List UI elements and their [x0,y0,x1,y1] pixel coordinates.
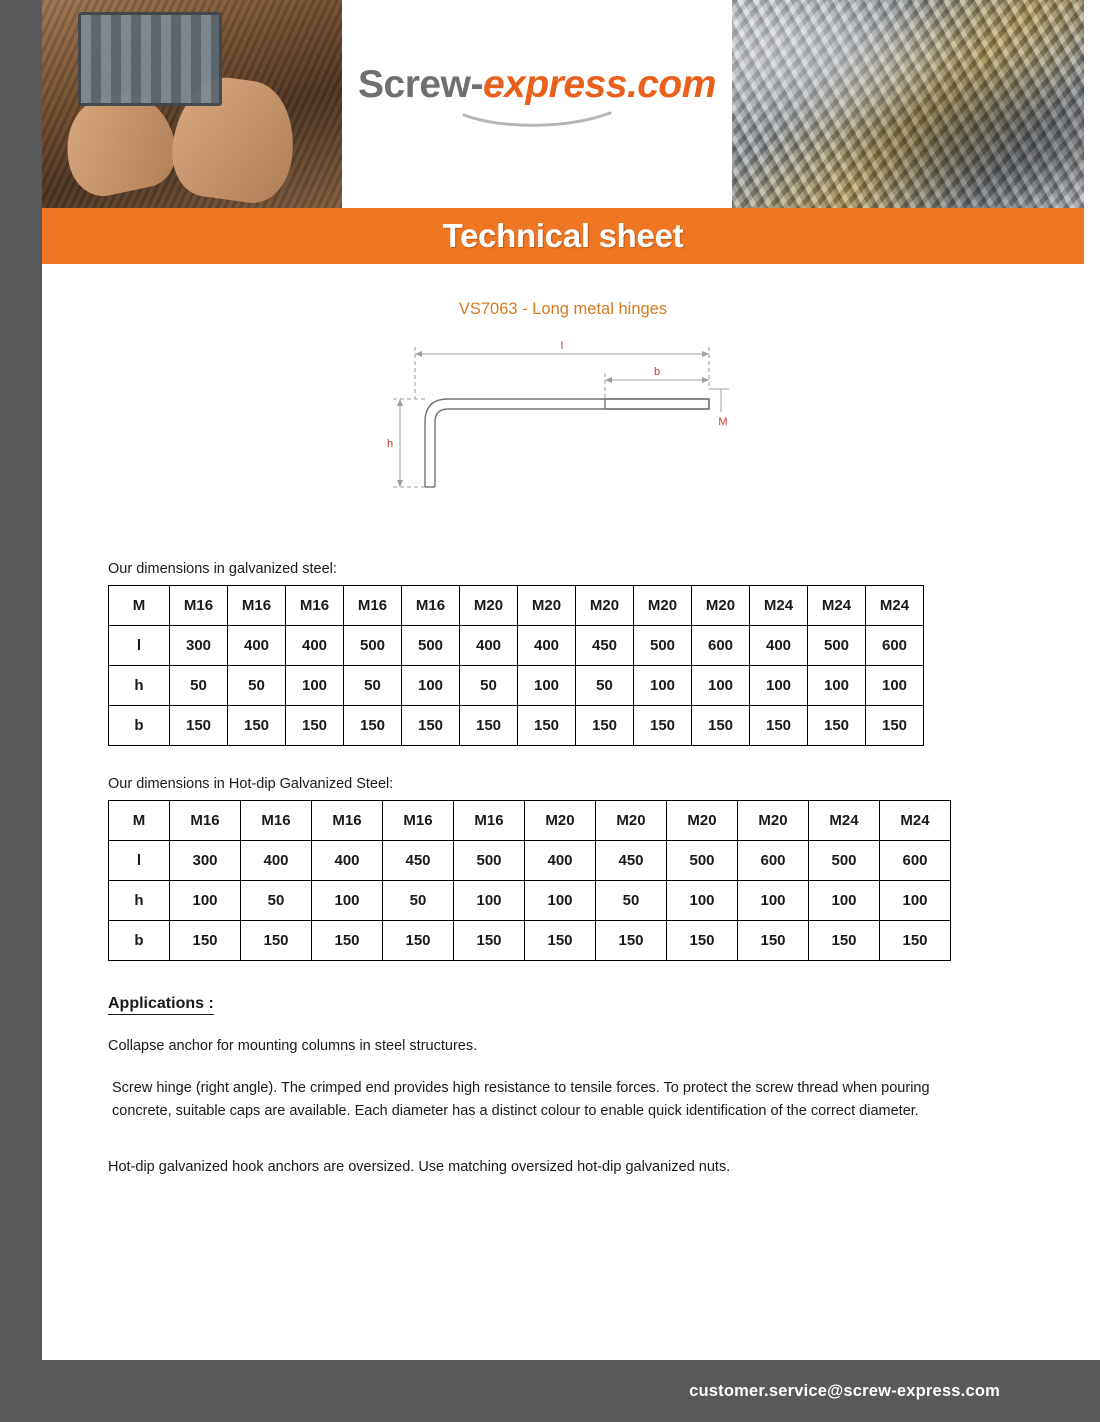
cell: 150 [454,921,525,961]
cell: 600 [866,626,924,666]
cell: 100 [170,881,241,921]
cell: 150 [383,921,454,961]
table-row [109,586,924,626]
brand-logo [358,63,716,134]
cell: 100 [402,666,460,706]
cell: 600 [738,841,809,881]
table-row [109,841,951,881]
cell: 100 [866,666,924,706]
cell: 600 [880,841,951,881]
cell: 100 [286,666,344,706]
cell: 150 [402,706,460,746]
dimensions-table-galvanized [108,585,924,746]
cell: 50 [170,666,228,706]
cell: M24 [808,586,866,626]
cell: M16 [170,586,228,626]
cell: M16 [286,586,344,626]
cell: 150 [596,921,667,961]
cell: M20 [518,586,576,626]
row-head: l [109,626,170,666]
cell: 100 [454,881,525,921]
cell: 300 [170,626,228,666]
brand-logo-part2: express.com [482,62,716,106]
dim-label-h: h [386,438,394,450]
row-head: h [109,881,170,921]
dimensions-table-hot-dip [108,800,951,961]
workbench-photo [42,0,342,208]
cell: 400 [460,626,518,666]
cell: 150 [880,921,951,961]
cell: 150 [750,706,808,746]
cell: 50 [576,666,634,706]
cell: 100 [692,666,750,706]
cell: 150 [809,921,880,961]
table-row [109,801,951,841]
banner-title: Technical sheet [442,217,684,254]
cell: 400 [312,841,383,881]
page-header [42,0,1084,208]
cell: 450 [383,841,454,881]
cell: 400 [518,626,576,666]
row-head: l [109,841,170,881]
cell: 500 [667,841,738,881]
cell: 150 [738,921,809,961]
cell: 450 [596,841,667,881]
cell: M20 [525,801,596,841]
cell: 500 [634,626,692,666]
cell: M16 [383,801,454,841]
cell: M24 [866,586,924,626]
cell: 100 [667,881,738,921]
cell: M20 [460,586,518,626]
cell: 400 [241,841,312,881]
row-head: b [109,921,170,961]
technical-drawing [42,327,1084,527]
cell: 100 [808,666,866,706]
cell: 150 [866,706,924,746]
applications-heading: Applications : [108,995,214,1015]
cell: 500 [344,626,402,666]
cell: 400 [286,626,344,666]
cell: M20 [634,586,692,626]
workbench-photo-texture [42,0,342,208]
page-content [42,264,1084,1179]
cell: 150 [228,706,286,746]
cell: M16 [241,801,312,841]
row-head: b [109,706,170,746]
cell: M20 [596,801,667,841]
cell: 500 [808,626,866,666]
cell: M16 [344,586,402,626]
cell: 150 [667,921,738,961]
table-1-caption: Our dimensions in galvanized steel: [108,561,337,577]
cell: M20 [692,586,750,626]
row-head: h [109,666,170,706]
cell: M20 [738,801,809,841]
swoosh-icon [462,111,612,129]
cell: 400 [228,626,286,666]
cell: 150 [170,706,228,746]
cell: 150 [576,706,634,746]
cell: 150 [518,706,576,746]
cell: M20 [576,586,634,626]
technical-sheet-banner [42,208,1084,264]
cell: 600 [692,626,750,666]
dim-label-l: l [560,340,564,352]
hand-left-decoration [57,85,183,201]
hinge-drawing-svg [373,327,753,527]
cell: 500 [454,841,525,881]
cell: 150 [344,706,402,746]
cell: 100 [880,881,951,921]
cell: 100 [525,881,596,921]
cell: M16 [402,586,460,626]
cell: M24 [750,586,808,626]
cell: 400 [750,626,808,666]
cell: 50 [344,666,402,706]
cell: 400 [525,841,596,881]
cell: 300 [170,841,241,881]
screws-photo [732,0,1084,208]
screws-photo-texture [732,0,1084,208]
cell: 100 [518,666,576,706]
cell: 150 [286,706,344,746]
table-row [109,706,924,746]
cell: M24 [809,801,880,841]
dim-label-b: b [653,366,661,378]
footer-email[interactable]: customer.service@screw-express.com [689,1381,1000,1400]
brand-logo-part1: Screw- [358,62,483,106]
applications-paragraph-2: Screw hinge (right angle). The crimped end provides high resistance to tensile forces. To protect the screw thread when pouring concrete, suitable caps are available. Each diameter has a distinct colour to enable quick identification of the correct diameter. [112,1080,930,1119]
row-head: M [109,801,170,841]
cell: 150 [312,921,383,961]
product-title: VS7063 - Long metal hinges [458,300,668,318]
cell: 450 [576,626,634,666]
row-head: M [109,586,170,626]
cell: M16 [312,801,383,841]
brand-logo-text [358,63,716,107]
table-row [109,881,951,921]
applications-paragraph-1: Collapse anchor for mounting columns in steel structures. [108,1038,478,1054]
cell: 100 [312,881,383,921]
cell: 100 [634,666,692,706]
cell: 50 [228,666,286,706]
cell: 150 [170,921,241,961]
cell: 150 [692,706,750,746]
cell: M16 [228,586,286,626]
cell: 50 [460,666,518,706]
table-row [109,666,924,706]
cell: M20 [667,801,738,841]
cell: 150 [525,921,596,961]
cell: 50 [241,881,312,921]
cell: 500 [402,626,460,666]
cell: 100 [738,881,809,921]
hand-right-decoration [166,71,302,207]
cell: 100 [750,666,808,706]
cell: M16 [454,801,525,841]
dim-label-m: M [718,416,728,428]
cell: M24 [880,801,951,841]
cell: 150 [460,706,518,746]
cell: 500 [809,841,880,881]
cell: M16 [170,801,241,841]
table-row [109,626,924,666]
table-2-caption: Our dimensions in Hot-dip Galvanized Steel: [108,776,394,792]
cell: 150 [808,706,866,746]
cell: 50 [383,881,454,921]
left-sidebar-band [0,0,42,1422]
cell: 150 [241,921,312,961]
cell: 50 [596,881,667,921]
page-footer [0,1360,1100,1422]
applications-paragraph-3: Hot-dip galvanized hook anchors are oversized. Use matching oversized hot-dip galvanized nuts. [108,1159,731,1176]
cell: 100 [809,881,880,921]
logo-zone [342,0,732,208]
cell: 150 [634,706,692,746]
table-row [109,921,951,961]
